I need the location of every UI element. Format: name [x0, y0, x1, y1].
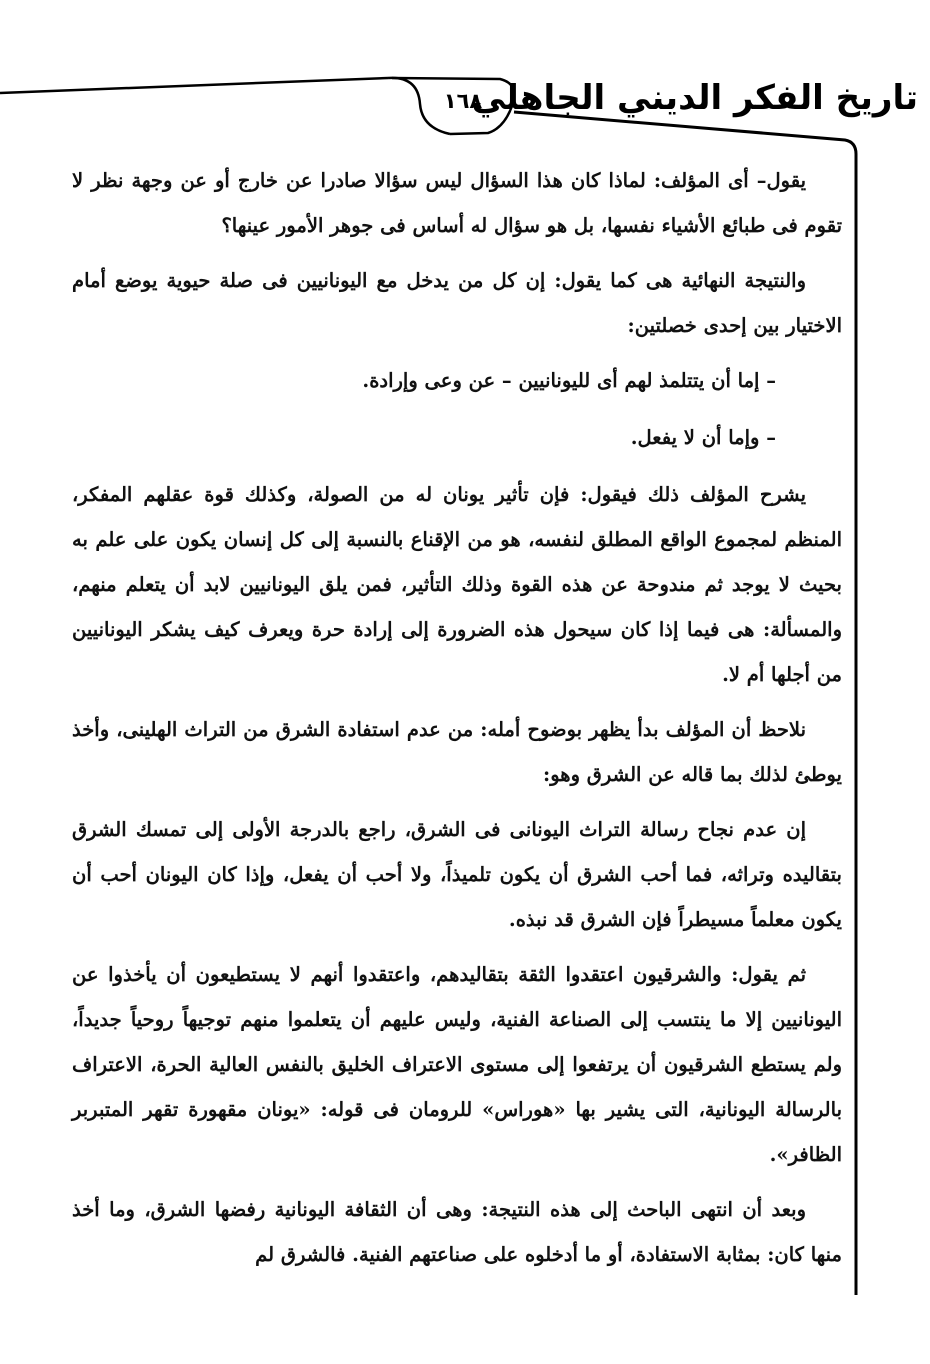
list-item: – إما أن يتتلمذ لهم أى لليونانيين – عن وعى وإرادة. — [362, 369, 776, 392]
paragraph: إن عدم نجاح رسالة التراث اليونانى فى الشرق، راجع بالدرجة الأولى إلى تمسك الشرق بتقاليده وتراثه، فما أحب الشرق أن يكون تلميذاً، ولا أحب أن يفعل، وإذا كان اليونان أحب أن يكون معلماً مسيطراً فإن الشرق قد نبذه. — [72, 818, 842, 931]
paragraph: وبعد أن انتهى الباحث إلى هذه النتيجة: وهى أن الثقافة اليونانية رفضها الشرق، وما أخذ منها كان: بمثابة الاستفادة، أو ما أدخلوه على صناعتهم الفنية. فالشرق لم — [72, 1198, 842, 1266]
page-number: ١٦٨ — [443, 89, 483, 113]
list-item: – وإما أن لا يفعل. — [630, 426, 776, 449]
running-header-title: تاريخ الفكر الديني الجاهلي — [471, 78, 918, 118]
paragraph: نلاحظ أن المؤلف بدأ يظهر بوضوح أمله: من عدم استفادة الشرق من التراث الهلينى، وأخذ يوطئ لذلك بما قاله عن الشرق وهو: — [72, 718, 842, 786]
paragraph: والنتيجة النهائية هى كما يقول: إن كل من يدخل مع اليونانيين فى صلة حيوية يوضع أمام الاختيار بين إحدى خصلتين: — [72, 269, 842, 337]
paragraph: يقول– أى المؤلف: لماذا كان هذا السؤال ليس سؤالا صادرا عن خارج أو عن وجهة نظر لا تقوم فى طبائع الأشياء نفسها، بل هو سؤال له أساس فى جوهر الأمور عينها؟ — [72, 169, 842, 237]
paragraph: ثم يقول: والشرقيون اعتقدوا الثقة بتقاليدهم، واعتقدوا أنهم لا يستطيعون أن يأخذوا عن اليونانيين إلا ما ينتسب إلى الصناعة الفنية، وليس عليهم أن يتعلموا منهم توجيهاً روحياً جديداً، ولم يستطع الشرقيون أن يرتفعوا إلى مستوى الاعتراف الخليق بالنفس العالية الحرة، الاعتراف بالرسالة اليونانية، التى يشير بها «هوراس» للرومان فى قوله: «يونان مقهورة تقهر المتبربر الظافر». — [72, 963, 842, 1166]
body-text — [72, 158, 842, 1287]
paragraph: يشرح المؤلف ذلك فيقول: فإن تأثير يونان له من الصولة، وكذلك قوة عقلهم المفكر، المنظم لمجموع الواقع المطلق لنفسه، هو من الإقناع بالنسبة إلى كل إنسان يكون على علم به بحيث لا يوجد ثم مندوحة عن هذه القوة وذلك التأثير، فمن يلق اليونانيين لابد أن يتعلم منهم، والمسألة: هى فيما إذا كان سيحول هذه الضرورة إلى إرادة حرة ويعرف كيف يشكر اليونانيين من أجلها أم لا. — [72, 483, 842, 686]
